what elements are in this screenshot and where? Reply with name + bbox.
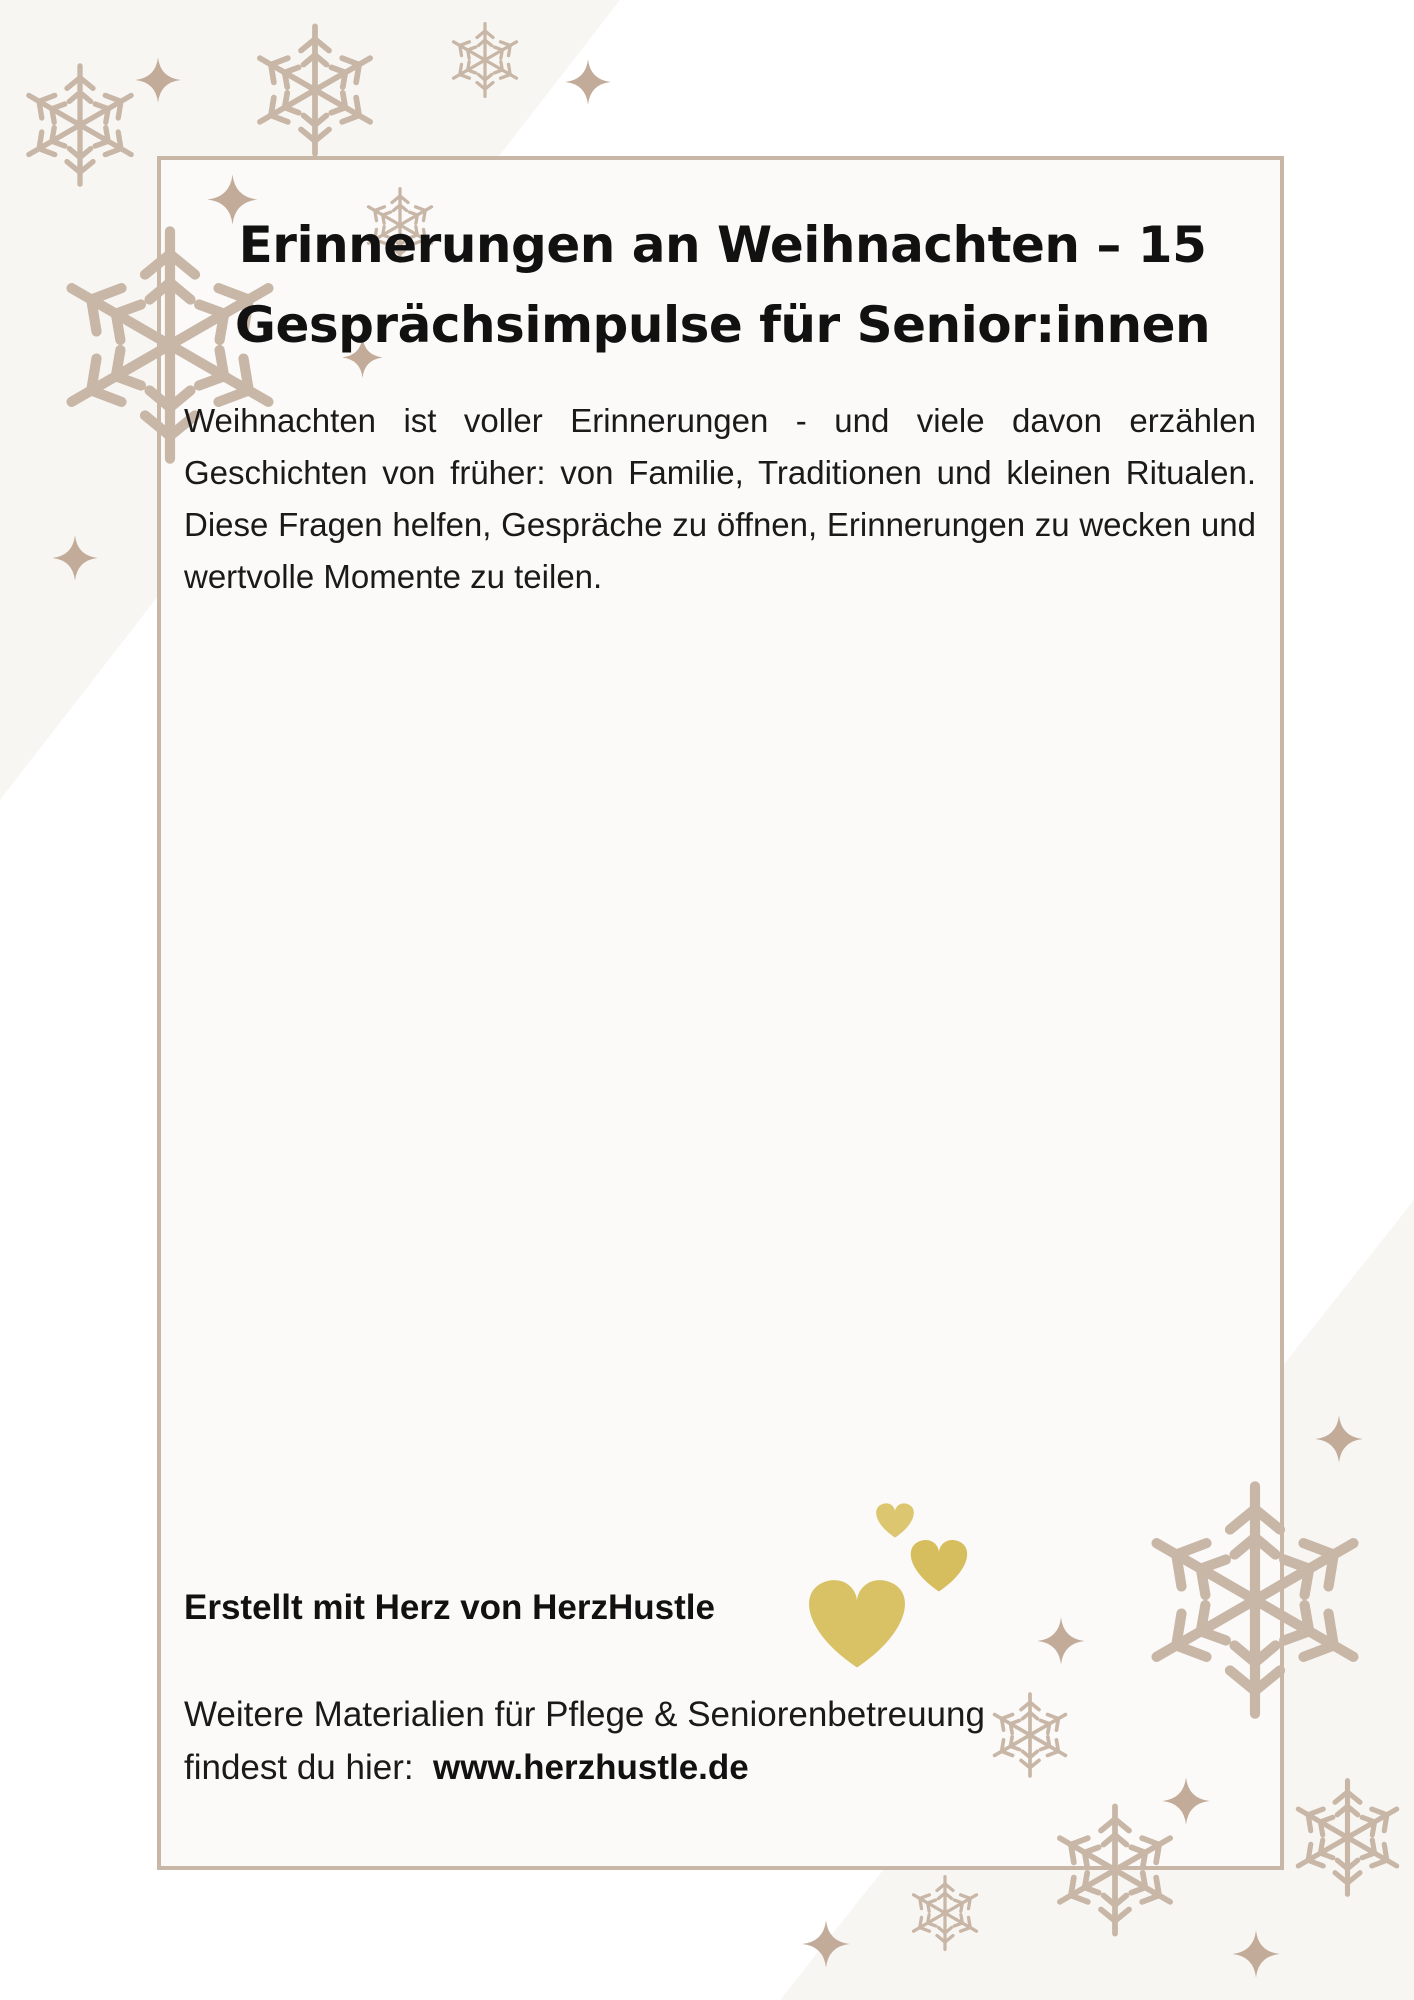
intro-paragraph: Weihnachten ist voller Erinnerungen - und viele davon erzählen Geschichten von früher: von Familie, Traditionen und kleinen Ritualen. Diese Fragen helfen, Gespräche zu öffnen, Erinnerungen zu wecken und wertvolle Momente zu teilen. [184, 402, 1256, 595]
sparkle-icon [1160, 1775, 1212, 1827]
snowflake-icon [1285, 1775, 1410, 1900]
snowflake-icon [245, 20, 385, 160]
heart-icon [797, 1570, 917, 1675]
snowflake-icon [15, 60, 145, 190]
more-prefix: findest du hier: [184, 1748, 434, 1787]
more-line-1: Weitere Materialien für Pflege & Seniorenbetreuung [184, 1695, 985, 1734]
more-materials-note [184, 1688, 1084, 1794]
sparkle-icon [800, 1918, 852, 1970]
title-line-1: Erinnerungen an Weihnachten – 15 [238, 216, 1207, 274]
sparkle-icon [133, 55, 183, 105]
page-title [200, 205, 1245, 365]
snowflake-icon [1130, 1475, 1380, 1725]
sparkle-icon [1313, 1413, 1365, 1465]
sparkle-icon [50, 533, 100, 583]
snowflake-icon [445, 20, 525, 100]
credit-line: Erstellt mit Herz von HerzHustle [184, 1588, 715, 1627]
website-link[interactable]: www.herzhustle.de [433, 1748, 749, 1787]
snowflake-icon [905, 1873, 985, 1953]
title-line-2: Gesprächsimpulse für Senior:innen [234, 296, 1211, 354]
sparkle-icon [1035, 1615, 1087, 1667]
sparkle-icon [563, 57, 613, 107]
heart-icon [870, 1500, 920, 1540]
sparkle-icon [1230, 1928, 1282, 1980]
